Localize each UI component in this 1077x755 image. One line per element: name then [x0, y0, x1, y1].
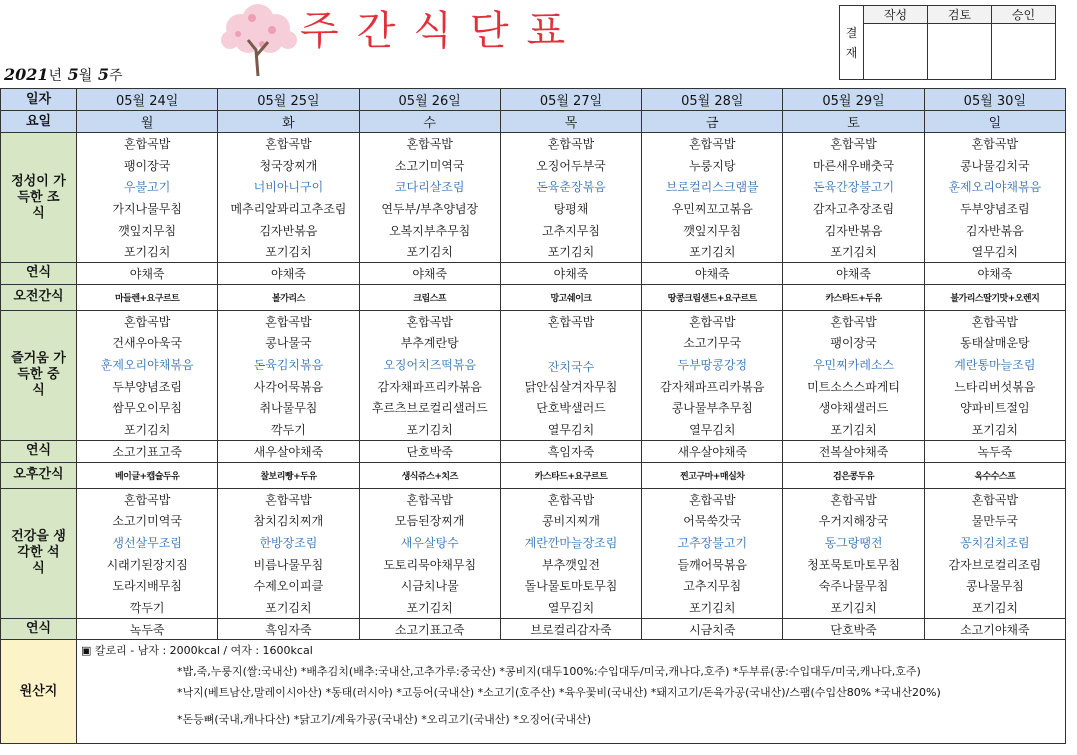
pm-snack-item: 찰보리빵+두유 [218, 462, 359, 488]
dinner-dish: 부추깻잎전 [500, 553, 641, 575]
dinner-dish: 감자브로컬리조림 [924, 553, 1065, 575]
breakfast-dish: 돈육춘장볶음 [500, 176, 641, 198]
breakfast-dish: 감자고추장조림 [783, 198, 924, 220]
lunch-porridge: 흑임자죽 [500, 440, 641, 462]
calorie-info: ▣ 칼로리 - 남자 : 2000kcal / 여자 : 1600kcal [81, 644, 313, 658]
dinner-dish: 혼합곡밥 [783, 488, 924, 510]
am-snack-item: 카스타드+두유 [783, 284, 924, 310]
date-cell: 05월 27일 [500, 89, 641, 111]
lunch-porridge: 전복살야채죽 [783, 440, 924, 462]
lunch-dish: 단호박샐러드 [500, 397, 641, 419]
lunch-dish: 콩나물국 [218, 332, 359, 354]
dinner-dish: 모듬된장찌개 [359, 510, 500, 532]
breakfast-porridge: 야채죽 [218, 263, 359, 285]
lunch-dish: 포기김치 [783, 419, 924, 441]
dinner-dish: 고추지무침 [642, 575, 783, 597]
breakfast-dish: 혼합곡밥 [500, 133, 641, 155]
breakfast-dish: 콩나물김치국 [924, 154, 1065, 176]
pm-snack-item: 검은콩두유 [783, 462, 924, 488]
dinner-dish: 혼합곡밥 [359, 488, 500, 510]
lunch-dish: 팽이장국 [783, 332, 924, 354]
lunch-dish: 양파비트절임 [924, 397, 1065, 419]
dinner-dish: 숙주나물무침 [783, 575, 924, 597]
breakfast-dish: 혼합곡밥 [783, 133, 924, 155]
breakfast-dish: 너비아니구이 [218, 176, 359, 198]
day-cell: 목 [500, 111, 641, 133]
dinner-dish: 포기김치 [359, 597, 500, 619]
origin-label: 원산지 [1, 640, 77, 744]
breakfast-dish: 열무김치 [924, 241, 1065, 263]
lunch-dish: 포기김치 [77, 419, 218, 441]
approval-side-label: 결 재 [840, 6, 864, 80]
pm-snack-item: 카스타드+요구르트 [500, 462, 641, 488]
dinner-dish: 도라지배무침 [77, 575, 218, 597]
lunch-dish: 포기김치 [359, 419, 500, 441]
am-snack-label: 오전간식 [1, 284, 77, 310]
dinner-dish: 콩나물무침 [924, 575, 1065, 597]
lunch-dish: 사각어묵볶음 [218, 375, 359, 397]
date-cell: 05월 25일 [218, 89, 359, 111]
breakfast-dish: 오복지부추무침 [359, 219, 500, 241]
subtitle-week: 5 [97, 65, 110, 84]
breakfast-dish: 훈제오리야채볶음 [924, 176, 1065, 198]
lunch-dish [500, 332, 641, 354]
menu-table [0, 88, 1066, 744]
breakfast-dish: 김자반볶음 [218, 219, 359, 241]
breakfast-porridge: 야채죽 [359, 263, 500, 285]
lunch-porridge: 새우살야채죽 [218, 440, 359, 462]
approval-col-review: 검토 [928, 6, 992, 24]
lunch-dish: 혼합곡밥 [924, 310, 1065, 332]
breakfast-dish: 포기김치 [218, 241, 359, 263]
breakfast-porridge: 야채죽 [783, 263, 924, 285]
dinner-dish: 돌나물토마토무침 [500, 575, 641, 597]
lunch-dish: 혼합곡밥 [218, 310, 359, 332]
dinner-dish: 소고기미역국 [77, 510, 218, 532]
lunch-dish: 깍두기 [218, 419, 359, 441]
dinner-dish: 참치김치찌개 [218, 510, 359, 532]
breakfast-dish: 오징어두부국 [500, 154, 641, 176]
day-cell: 토 [783, 111, 924, 133]
breakfast-dish: 포기김치 [359, 241, 500, 263]
lunch-dish: 혼합곡밥 [500, 310, 641, 332]
lunch-dish: 열무김치 [500, 419, 641, 441]
subtitle-month-unit: 월 [78, 68, 93, 84]
approval-box [839, 5, 1056, 80]
dinner-dish: 열무김치 [500, 597, 641, 619]
lunch-dish: 두부양념조림 [77, 375, 218, 397]
am-snack-item: 땅콩크림샌드+요구르트 [642, 284, 783, 310]
breakfast-dish: 마른새우배춧국 [783, 154, 924, 176]
breakfast-dish: 가지나물무침 [77, 198, 218, 220]
date-cell: 05월 26일 [359, 89, 500, 111]
lunch-dish: 느타리버섯볶음 [924, 375, 1065, 397]
lunch-dish: 훈제오리야채볶음 [77, 354, 218, 376]
dinner-label: 건강을 생각한 석 식 [1, 488, 77, 618]
dinner-dish: 들깨어묵볶음 [642, 553, 783, 575]
dinner-dish: 포기김치 [783, 597, 924, 619]
am-snack-item: 볼가리스 [218, 284, 359, 310]
dinner-dish: 포기김치 [642, 597, 783, 619]
subtitle-week-unit: 주 [109, 68, 123, 84]
lunch-label: 즐거움 가득한 중 식 [1, 310, 77, 440]
breakfast-dish: 탕평채 [500, 198, 641, 220]
day-cell: 수 [359, 111, 500, 133]
breakfast-porridge: 야채죽 [500, 263, 641, 285]
breakfast-dish: 누룽지탕 [642, 154, 783, 176]
day-cell: 일 [924, 111, 1065, 133]
day-cell: 화 [218, 111, 359, 133]
dinner-dish: 우거지해장국 [783, 510, 924, 532]
lunch-porridge-label: 연식 [1, 440, 77, 462]
lunch-dish: 소고기무국 [642, 332, 783, 354]
date-label: 일자 [1, 89, 77, 111]
dinner-dish: 어묵쑥갓국 [642, 510, 783, 532]
breakfast-dish: 깻잎지무침 [642, 219, 783, 241]
dinner-porridge: 단호박죽 [783, 618, 924, 640]
dinner-porridge: 시금치죽 [642, 618, 783, 640]
breakfast-porridge: 야채죽 [924, 263, 1065, 285]
lunch-dish: 콩나물부추무침 [642, 397, 783, 419]
dinner-dish: 새우살탕수 [359, 532, 500, 554]
dinner-dish: 고추장불고기 [642, 532, 783, 554]
dinner-dish: 혼합곡밥 [218, 488, 359, 510]
lunch-dish: 감자채파프리카볶음 [359, 375, 500, 397]
pm-snack-item: 옥수수스프 [924, 462, 1065, 488]
dinner-dish: 청포묵토마토무침 [783, 553, 924, 575]
breakfast-dish: 우불고기 [77, 176, 218, 198]
lunch-dish: 건새우아욱국 [77, 332, 218, 354]
breakfast-dish: 고추지무침 [500, 219, 641, 241]
dinner-dish: 혼합곡밥 [500, 488, 641, 510]
day-label: 요일 [1, 111, 77, 133]
dinner-dish: 혼합곡밥 [77, 488, 218, 510]
lunch-dish: 부추계란탕 [359, 332, 500, 354]
pm-snack-label: 오후간식 [1, 462, 77, 488]
lunch-dish: 취나물무침 [218, 397, 359, 419]
lunch-porridge: 녹두죽 [924, 440, 1065, 462]
breakfast-porridge: 야채죽 [77, 263, 218, 285]
breakfast-dish: 혼합곡밥 [218, 133, 359, 155]
breakfast-dish: 코다리살조림 [359, 176, 500, 198]
dinner-dish: 시금치나물 [359, 575, 500, 597]
dinner-porridge: 녹두죽 [77, 618, 218, 640]
dinner-dish: 혼합곡밥 [924, 488, 1065, 510]
blossom-tree-icon [212, 0, 304, 78]
breakfast-dish: 우민찌꼬고볶음 [642, 198, 783, 220]
origin-line: *돈등뼈(국내,캐나다산) *닭고기/계육가공(국내산) *오리고기(국내산) *오징어(국내산) [177, 713, 592, 727]
breakfast-dish: 깻잎지무침 [77, 219, 218, 241]
breakfast-dish: 포기김치 [642, 241, 783, 263]
lunch-dish: 잔치국수 [500, 354, 641, 376]
approval-col-approve: 승인 [992, 6, 1056, 24]
breakfast-dish: 김자반볶음 [924, 219, 1065, 241]
dinner-dish: 한방장조림 [218, 532, 359, 554]
breakfast-dish: 두부양념조림 [924, 198, 1065, 220]
approval-sign-review[interactable] [928, 24, 992, 80]
dinner-dish: 동그랑땡전 [783, 532, 924, 554]
lunch-dish: 혼합곡밥 [77, 310, 218, 332]
origin-line: *밥,죽,누룽지(쌀:국내산) *배추김치(배추:국내산,고추가루:중국산) *콩비지(대두100%:수입대두/미국,캐나다,호주) *두부류(콩:수입대두/미국,캐나다,호주) [177, 665, 921, 679]
lunch-dish: 혼합곡밥 [783, 310, 924, 332]
lunch-porridge: 소고기표고죽 [77, 440, 218, 462]
approval-sign-write[interactable] [864, 24, 928, 80]
breakfast-dish: 포기김치 [500, 241, 641, 263]
week-subtitle [4, 62, 123, 89]
dinner-dish: 꽁치김치조림 [924, 532, 1065, 554]
dinner-dish: 시래기된장지짐 [77, 553, 218, 575]
lunch-dish: 돈육김치볶음 [218, 354, 359, 376]
subtitle-year: 2021 [4, 65, 49, 84]
am-snack-item: 불가리스딸기맛+오렌지 [924, 284, 1065, 310]
page-title: 주간식단표 [300, 8, 584, 54]
breakfast-dish: 포기김치 [77, 241, 218, 263]
origin-line: *낙지(베트남산,말레이시아산) *동태(러시아) *고등어(국내산) *소고기(호주산) *육우꽃비(국내산) *돼지고기/돈육가공(국내산)/스팸(수입산80% *국내산20%) [177, 686, 941, 700]
subtitle-month: 5 [67, 65, 79, 84]
lunch-dish: 미트소스스파게티 [783, 375, 924, 397]
dinner-porridge: 소고기야채죽 [924, 618, 1065, 640]
breakfast-dish: 김자반볶음 [783, 219, 924, 241]
breakfast-dish: 혼합곡밥 [924, 133, 1065, 155]
pm-snack-item: 베이글+캡슐두유 [77, 462, 218, 488]
lunch-dish: 후르츠브로컬리샐러드 [359, 397, 500, 419]
dinner-porridge: 소고기표고죽 [359, 618, 500, 640]
approval-sign-approve[interactable] [992, 24, 1056, 80]
lunch-dish: 감자채파프리카볶음 [642, 375, 783, 397]
breakfast-label: 정성이 가득한 조 식 [1, 133, 77, 263]
breakfast-porridge-label: 연식 [1, 263, 77, 285]
lunch-dish: 혼합곡밥 [642, 310, 783, 332]
lunch-dish: 동태살매운탕 [924, 332, 1065, 354]
subtitle-year-unit: 년 [48, 68, 63, 84]
date-cell: 05월 29일 [783, 89, 924, 111]
breakfast-dish: 돈육간장불고기 [783, 176, 924, 198]
breakfast-dish: 메추리알꽈리고추조림 [218, 198, 359, 220]
breakfast-dish: 소고기미역국 [359, 154, 500, 176]
dinner-dish: 비름나물무침 [218, 553, 359, 575]
dinner-porridge: 흑임자죽 [218, 618, 359, 640]
dinner-dish: 콩비지찌개 [500, 510, 641, 532]
lunch-dish: 혼합곡밥 [359, 310, 500, 332]
lunch-dish: 우민찌카레소스 [783, 354, 924, 376]
breakfast-dish: 연두부/부추양념장 [359, 198, 500, 220]
dinner-dish: 수제오이피클 [218, 575, 359, 597]
dinner-dish: 물만두국 [924, 510, 1065, 532]
date-cell: 05월 24일 [77, 89, 218, 111]
date-cell: 05월 28일 [642, 89, 783, 111]
dinner-porridge-label: 연식 [1, 618, 77, 640]
lunch-porridge: 단호박죽 [359, 440, 500, 462]
dinner-porridge: 브로컬리감자죽 [500, 618, 641, 640]
pm-snack-item: 생식쥬스+치즈 [359, 462, 500, 488]
lunch-dish: 열무김치 [642, 419, 783, 441]
lunch-porridge: 새우살야채죽 [642, 440, 783, 462]
breakfast-dish: 혼합곡밥 [77, 133, 218, 155]
breakfast-dish: 팽이장국 [77, 154, 218, 176]
breakfast-dish: 청국장찌개 [218, 154, 359, 176]
am-snack-item: 마들렌+요구르트 [77, 284, 218, 310]
lunch-dish: 닭안심살겨자무침 [500, 375, 641, 397]
dinner-dish: 생선살무조림 [77, 532, 218, 554]
lunch-dish: 포기김치 [924, 419, 1065, 441]
lunch-dish: 쌈무오이무침 [77, 397, 218, 419]
lunch-dish: 두부땅콩강정 [642, 354, 783, 376]
breakfast-dish: 브로컬리스크램블 [642, 176, 783, 198]
dinner-dish: 계란깐마늘장조림 [500, 532, 641, 554]
date-cell: 05월 30일 [924, 89, 1065, 111]
dinner-dish: 깍두기 [77, 597, 218, 619]
breakfast-dish: 포기김치 [783, 241, 924, 263]
dinner-dish: 포기김치 [218, 597, 359, 619]
breakfast-porridge: 야채죽 [642, 263, 783, 285]
lunch-dish: 생야채샐러드 [783, 397, 924, 419]
dinner-dish: 혼합곡밥 [642, 488, 783, 510]
am-snack-item: 크림스프 [359, 284, 500, 310]
pm-snack-item: 찐고구마+매실차 [642, 462, 783, 488]
approval-col-write: 작성 [864, 6, 928, 24]
breakfast-dish: 혼합곡밥 [359, 133, 500, 155]
dinner-dish: 도토리묵야채무침 [359, 553, 500, 575]
lunch-dish: 오징어치즈떡볶음 [359, 354, 500, 376]
day-cell: 금 [642, 111, 783, 133]
day-cell: 월 [77, 111, 218, 133]
lunch-dish: 계란통마늘조림 [924, 354, 1065, 376]
am-snack-item: 망고쉐이크 [500, 284, 641, 310]
breakfast-dish: 혼합곡밥 [642, 133, 783, 155]
origin-info [77, 640, 1066, 744]
dinner-dish: 포기김치 [924, 597, 1065, 619]
